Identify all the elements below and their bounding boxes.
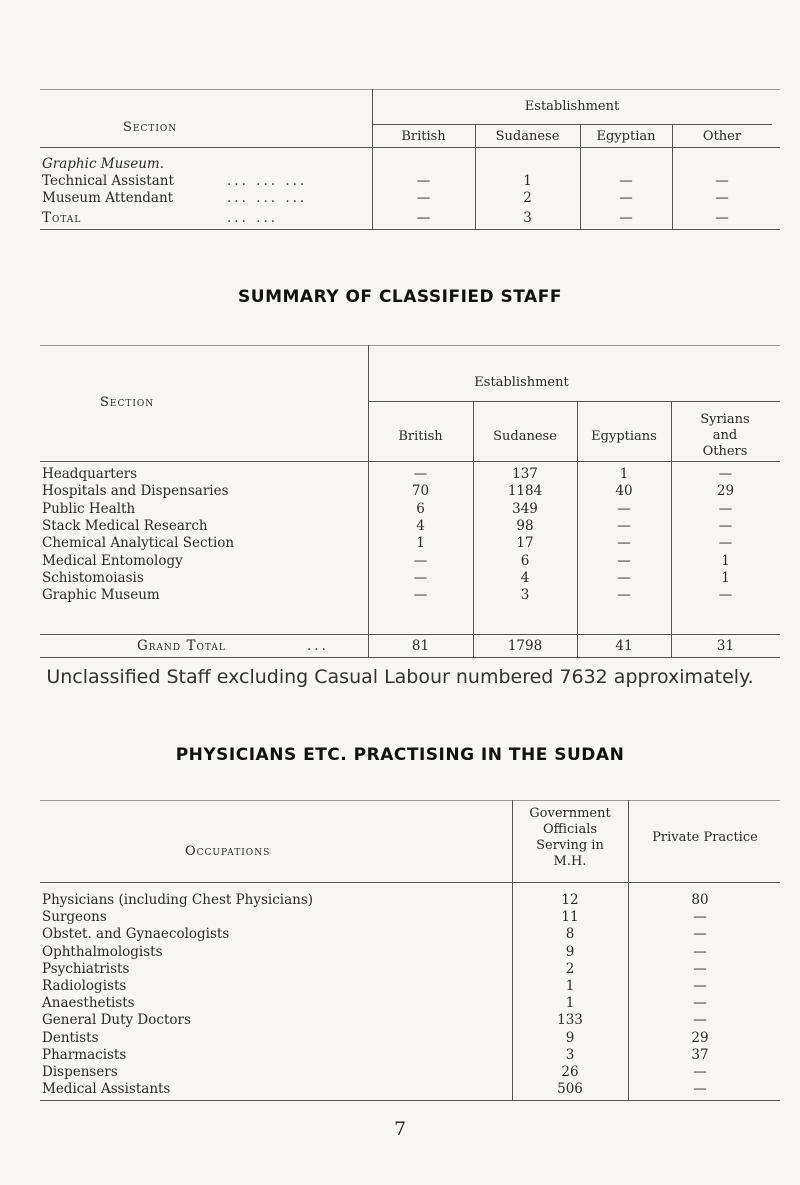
row-value: 1 <box>721 569 730 586</box>
col-british: British <box>398 429 443 444</box>
unclassified-note: Unclassified Staff excluding Casual Labour numbered 7632 approximately. <box>46 666 754 688</box>
private-value: 80 <box>691 892 709 908</box>
row-label: Graphic Museum <box>42 587 160 604</box>
occupation-label: Physicians (including Chest Physicians) <box>42 892 314 908</box>
row-value: 70 <box>411 483 430 500</box>
row-value: 6 <box>520 552 530 569</box>
gov-value: 3 <box>565 1046 575 1063</box>
row-value: — <box>413 587 428 604</box>
row-value: 29 <box>716 483 735 500</box>
gov-value: 8 <box>565 926 575 943</box>
private-value: — <box>693 1081 707 1098</box>
private-value: — <box>693 909 707 926</box>
col-other: Other <box>702 129 742 144</box>
group-title: Graphic Museum. <box>42 156 165 172</box>
private-value: — <box>693 995 707 1012</box>
private-value: — <box>693 1064 707 1080</box>
row-label: Public Health <box>42 500 136 517</box>
col-sudanese: Sudanese <box>493 429 557 444</box>
row-value: — <box>617 569 631 586</box>
private-header: Private Practice <box>652 830 758 845</box>
occupation-label: General Duty Doctors <box>42 1012 191 1029</box>
occupation-label: Radiologists <box>42 978 127 994</box>
gov-value: 9 <box>565 1029 575 1046</box>
occupation-label: Medical Assistants <box>42 1081 171 1098</box>
row-value: — <box>718 587 733 604</box>
row-value: 6 <box>416 500 425 517</box>
summary-title: SUMMARY OF CLASSIFIED STAFF <box>238 287 562 307</box>
row-value: 40 <box>615 483 633 500</box>
gov-value: 26 <box>561 1064 579 1080</box>
row-value: — <box>413 552 428 569</box>
occupation-label: Psychiatrists <box>42 960 130 977</box>
private-value: — <box>693 978 707 994</box>
row-value: — <box>617 535 631 552</box>
establishment-header: Establishment <box>474 375 569 390</box>
row-value: 4 <box>416 517 425 534</box>
row-value: 349 <box>512 500 538 517</box>
establishment-header: Establishment <box>524 99 620 114</box>
occupation-label: Surgeons <box>42 909 107 926</box>
row-label: Hospitals and Dispensaries <box>42 483 229 500</box>
row-value: — <box>718 517 733 534</box>
gov-header: Government Officials Serving in M.H. <box>529 806 611 869</box>
row-value: 1 <box>416 535 425 552</box>
row-value: — <box>617 587 631 604</box>
row-value: — <box>617 552 631 569</box>
row-value: 17 <box>516 535 534 552</box>
private-value: — <box>693 960 707 977</box>
col-british: British <box>401 129 446 144</box>
gov-value: 133 <box>557 1012 583 1029</box>
private-value: — <box>693 1012 707 1029</box>
row-value: — <box>617 500 631 517</box>
occupation-label: Dentists <box>42 1029 99 1046</box>
col-syrians-others: Syrians and Others <box>700 412 750 459</box>
gov-value: 2 <box>565 960 575 977</box>
occupations-header: Occupations <box>185 844 271 859</box>
private-value: 29 <box>691 1029 709 1046</box>
occupation-label: Dispensers <box>42 1064 118 1080</box>
row-value: — <box>718 500 733 517</box>
row-value: 98 <box>516 517 534 534</box>
row-label: Chemical Analytical Section <box>42 535 235 552</box>
section-header: Section <box>123 120 178 135</box>
row-value: 4 <box>520 569 530 586</box>
physicians-title: PHYSICIANS ETC. PRACTISING IN THE SUDAN <box>175 745 625 765</box>
col-egyptian: Egyptian <box>596 129 656 144</box>
row-label: Schistomoiasis <box>42 569 144 586</box>
row-value: 3 <box>520 587 530 604</box>
gov-value: 11 <box>561 909 579 926</box>
private-value: 37 <box>691 1046 709 1063</box>
private-value: — <box>693 943 707 960</box>
occupation-label: Ophthalmologists <box>42 943 163 960</box>
col-sudanese: Sudanese <box>495 129 560 144</box>
row-value: 1 <box>619 466 629 482</box>
gov-value: 9 <box>565 943 575 960</box>
row-value: — <box>413 569 428 586</box>
row-label: Stack Medical Research <box>42 517 208 534</box>
gov-value: 1 <box>565 978 575 994</box>
page-number: 7 <box>393 1118 407 1140</box>
occupation-label: Pharmacists <box>42 1046 127 1063</box>
section-header: Section <box>100 395 155 410</box>
gov-value: 12 <box>561 892 579 908</box>
row-value: — <box>718 535 733 552</box>
row-value: — <box>617 517 631 534</box>
row-label: Medical Entomology <box>42 552 183 569</box>
row-label: Headquarters <box>42 466 138 482</box>
private-value: — <box>693 926 707 943</box>
col-egyptians: Egyptians <box>591 429 657 444</box>
row-value: — <box>413 466 428 482</box>
row-value: 1 <box>721 552 730 569</box>
row-value: — <box>718 466 733 482</box>
gov-value: 506 <box>557 1081 583 1098</box>
occupation-label: Obstet. and Gynaecologists <box>42 926 230 943</box>
occupation-label: Anaesthetists <box>42 995 135 1012</box>
row-value: 1184 <box>507 483 543 500</box>
gov-value: 1 <box>565 995 575 1012</box>
row-value: 137 <box>512 466 538 482</box>
